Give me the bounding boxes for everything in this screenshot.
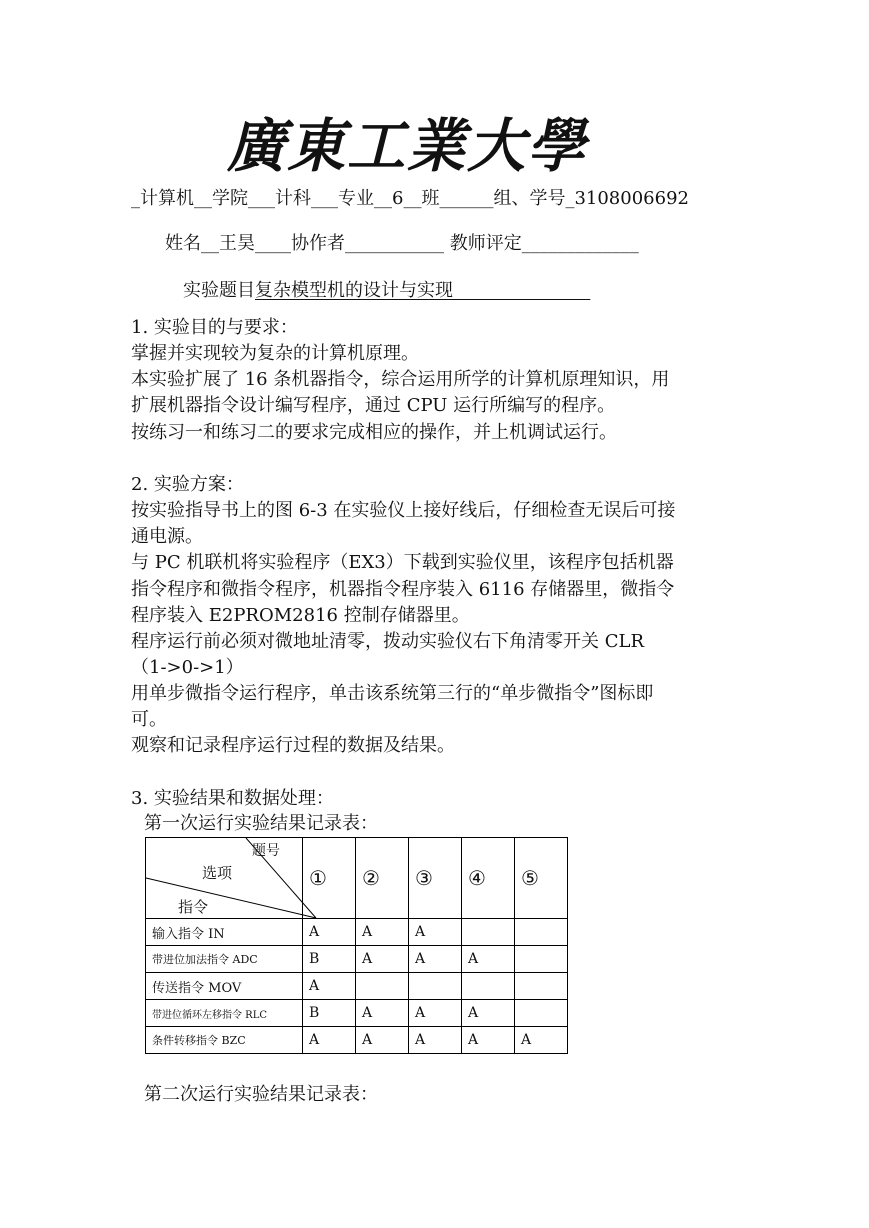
table-cell: A: [409, 1027, 462, 1054]
experiment-title-blank: [453, 280, 590, 301]
table-1-title: 第一次运行实验结果记录表：: [144, 813, 378, 834]
student-info-line: _计算机__学院___计科___专业__6__班______组、学号_3108006692: [131, 188, 689, 209]
row-label: 带进位循环左移指令 RLC: [146, 1000, 303, 1027]
section-2-line: （1->0->1）: [131, 657, 244, 678]
column-header: ③: [409, 838, 462, 919]
table-cell: [356, 973, 409, 1000]
table-cell: A: [462, 1027, 515, 1054]
row-label: 输入指令 IN: [146, 919, 303, 946]
name-line: 姓名__王昊____协作者___________ 教师评定_____________: [165, 233, 639, 254]
svg-text:廣東工業大學: 廣東工業大學: [226, 112, 588, 180]
column-header: ⑤: [515, 838, 568, 919]
section-1-line: 扩展机器指令设计编写程序，通过 CPU 运行所编写的程序。: [131, 395, 616, 416]
table-cell: A: [356, 1000, 409, 1027]
row-label: 条件转移指令 BZC: [146, 1027, 303, 1054]
experiment-title-line: [183, 278, 590, 303]
table-cell: A: [356, 1027, 409, 1054]
section-2-line: 按实验指导书上的图 6-3 在实验仪上接好线后，仔细检查无误后可接: [131, 500, 676, 521]
section-1-line: 掌握并实现较为复杂的计算机原理。: [131, 343, 419, 364]
table-row: [146, 1000, 568, 1027]
table-cell: A: [356, 919, 409, 946]
section-2-line: 用单步微指令运行程序，单击该系统第三行的“单步微指令”图标即: [131, 683, 654, 704]
table-corner-cell: [146, 838, 303, 919]
table-row: [146, 919, 568, 946]
table-cell: A: [409, 919, 462, 946]
table-row: [146, 973, 568, 1000]
section-2-line: 观察和记录程序运行过程的数据及结果。: [131, 735, 455, 756]
table-cell: B: [303, 946, 356, 973]
table-cell: [409, 973, 462, 1000]
section-1-line: 本实验扩展了 16 条机器指令，综合运用所学的计算机原理知识，用: [131, 369, 670, 390]
table-cell: [515, 973, 568, 1000]
table-cell: A: [303, 1027, 356, 1054]
experiment-title-value: 复杂模型机的设计与实现: [255, 280, 453, 301]
table-2-title: 第二次运行实验结果记录表：: [144, 1084, 378, 1105]
results-table: [145, 837, 568, 1054]
column-header: ①: [303, 838, 356, 919]
corner-label-number: 题号: [252, 843, 280, 859]
experiment-title-label: 实验题目: [183, 280, 255, 301]
section-2-line: 程序运行前必须对微地址清零，拨动实验仪右下角清零开关 CLR: [131, 631, 644, 652]
table-cell: [515, 946, 568, 973]
table-cell: [462, 919, 515, 946]
table-cell: A: [462, 946, 515, 973]
table-cell: A: [409, 946, 462, 973]
section-3-heading: 3. 实验结果和数据处理：: [131, 788, 334, 809]
table-cell: [515, 1000, 568, 1027]
section-2-line: 与 PC 机联机将实验程序（EX3）下载到实验仪里，该程序包括机器: [131, 552, 674, 573]
table-row: [146, 946, 568, 973]
table-cell: A: [303, 973, 356, 1000]
section-1-line: 按练习一和练习二的要求完成相应的操作，并上机调试运行。: [131, 422, 617, 443]
table-cell: A: [409, 1000, 462, 1027]
table-cell: [462, 973, 515, 1000]
section-2-line: 可。: [131, 709, 167, 730]
table-cell: A: [515, 1027, 568, 1054]
corner-label-instruction: 指令: [178, 898, 209, 916]
column-header: ②: [356, 838, 409, 919]
table-cell: B: [303, 1000, 356, 1027]
section-2-line: 指令程序和微指令程序，机器指令程序装入 6116 存储器里，微指令: [131, 579, 675, 600]
table-cell: A: [462, 1000, 515, 1027]
column-header: ④: [462, 838, 515, 919]
corner-label-option: 选项: [202, 864, 233, 882]
row-label: 带进位加法指令 ADC: [146, 946, 303, 973]
table-cell: A: [303, 919, 356, 946]
section-2-heading: 2. 实验方案：: [131, 474, 244, 495]
section-1-heading: 1. 实验目的与要求：: [131, 317, 298, 338]
table-header-row: [146, 838, 568, 919]
row-label: 传送指令 MOV: [146, 973, 303, 1000]
university-logo: [226, 108, 588, 182]
section-2-line: 程序装入 E2PROM2816 控制存储器里。: [131, 605, 470, 626]
table-row: [146, 1027, 568, 1054]
section-2-line: 通电源。: [131, 526, 203, 547]
table-cell: [515, 919, 568, 946]
table-cell: A: [356, 946, 409, 973]
